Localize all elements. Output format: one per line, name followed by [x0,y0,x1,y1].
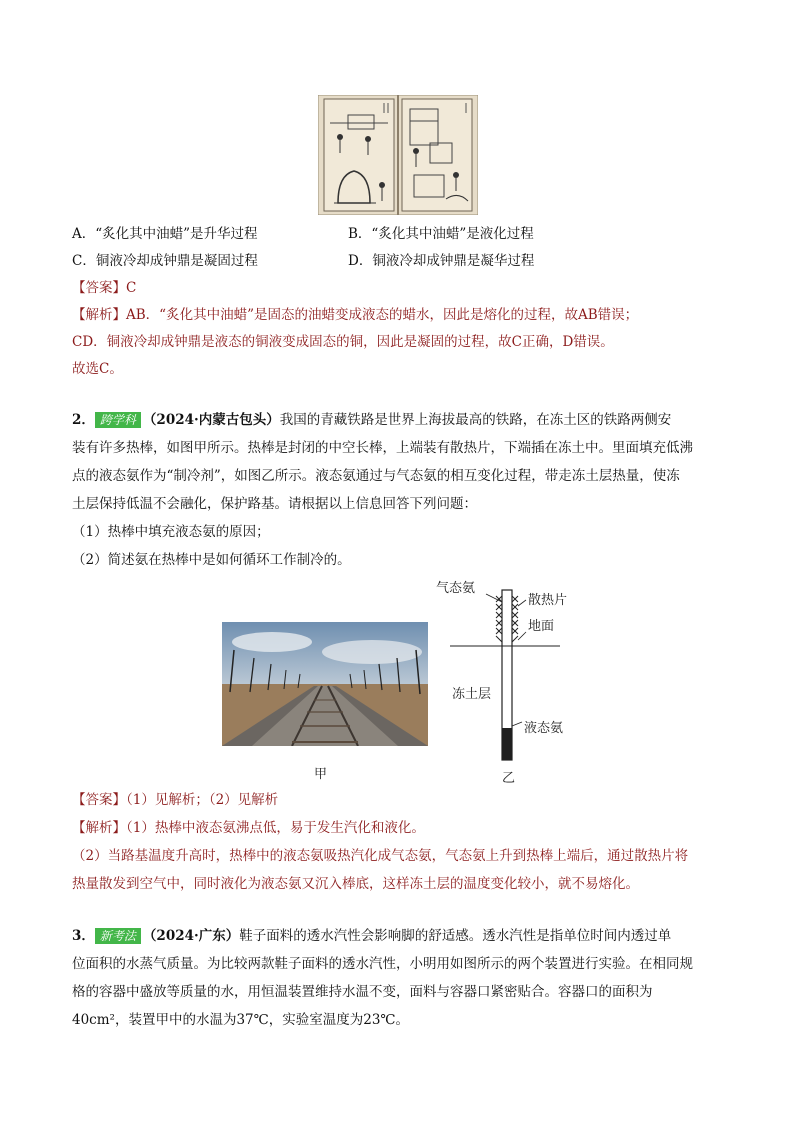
heat-pipe-diagram [430,576,610,786]
question-number: 2． [72,412,95,428]
analysis-text: （1）热棒中液态氨沸点低，易于发生汽化和液化。 [126,820,425,836]
option-c: C．铜液冷却成钟鼎是凝固过程 [72,253,258,269]
stem-text: 鞋子面料的透水汽性会影响脚的舒适感。透水汽性是指单位时间内透过单 [239,928,672,944]
option-b: B．“炙化其中油蜡”是液化过程 [348,226,534,242]
q3-stem-line-4: 40cm²，装置甲中的水温为37℃，实验室温度为23℃。 [72,1012,410,1028]
q2-stem-line-4: 土层保持低温不会融化，保护路基。请根据以上信息回答下列问题： [72,496,477,512]
answer-label: 【答案】 [72,280,126,296]
q2-analysis-line-1 [72,818,425,838]
answer-value: （1）见解析；（2）见解析 [126,792,279,808]
label-ground: 地面 [528,619,555,634]
label-fins: 散热片 [528,593,568,608]
question-tag: 跨学科 [95,412,141,428]
q2-answer [72,790,278,810]
question-number: 3． [72,928,95,944]
label-gas-ammonia: 气态氨 [436,581,476,596]
q3-stem-line-2: 位面积的水蒸气质量。为比较两款鞋子面料的透水汽性，小明用如图所示的两个装置进行实验。在相同规 [72,956,693,972]
railway-photo [222,622,428,746]
question-source: （2024·广东） [142,928,240,944]
analysis-text: AB．“炙化其中油蜡”是固态的油蜡变成液态的蜡水，因此是熔化的过程，故AB错误； [126,307,639,323]
ancient-book-illustration [318,95,478,215]
analysis-label: 【解析】 [72,820,126,836]
q3-stem-line-1 [72,926,671,946]
question-source: （2024·内蒙古包头） [142,412,280,428]
q2-analysis-line-2: （2）当路基温度升高时，热棒中的液态氨吸热汽化成气态氨，气态氨上升到热棒上端后，通过散热片将 [72,848,689,864]
option-a: A．“炙化其中油蜡”是升华过程 [72,226,258,242]
q1-analysis-line-1 [72,305,638,325]
figure-caption-yi: 乙 [502,771,516,786]
answer-label: 【答案】 [72,792,126,808]
analysis-label: 【解析】 [72,307,126,323]
q2-sub-question-2: （2）简述氨在热棒中是如何循环工作制冷的。 [72,552,351,568]
question-tag: 新考法 [95,928,141,944]
q2-analysis-line-3: 热量散发到空气中，同时液化为液态氨又沉入棒底，这样冻土层的温度变化较小，就不易熔化。 [72,876,639,892]
q1-analysis-line-2: CD．铜液冷却成钟鼎是液态的铜液变成固态的铜，因此是凝固的过程，故C正确，D错误。 [72,334,614,350]
q2-stem-line-2: 装有许多热棒，如图甲所示。热棒是封闭的中空长棒，上端装有散热片，下端插在冻土中。里面填充低沸 [72,440,693,456]
label-permafrost: 冻土层 [452,687,492,702]
q1-answer [72,278,136,298]
option-d: D．铜液冷却成钟鼎是凝华过程 [348,253,535,269]
figure-caption-jia: 甲 [314,767,328,782]
q2-stem-line-1 [72,410,671,430]
answer-value: C [126,280,137,296]
q2-sub-question-1: （1）热棒中填充液态氨的原因； [72,524,270,540]
stem-text: 我国的青藏铁路是世界上海拔最高的铁路，在冻土区的铁路两侧安 [279,412,672,428]
q3-stem-line-3: 格的容器中盛放等质量的水，用恒温装置维持水温不变，面料与容器口紧密贴合。容器口的面积为 [72,984,653,1000]
q2-stem-line-3: 点的液态氨作为“制冷剂”，如图乙所示。液态氨通过与气态氨的相互变化过程，带走冻土层热量，使冻 [72,468,680,484]
label-liquid-ammonia: 液态氨 [524,721,564,736]
q1-analysis-line-3: 故选C。 [72,361,123,377]
